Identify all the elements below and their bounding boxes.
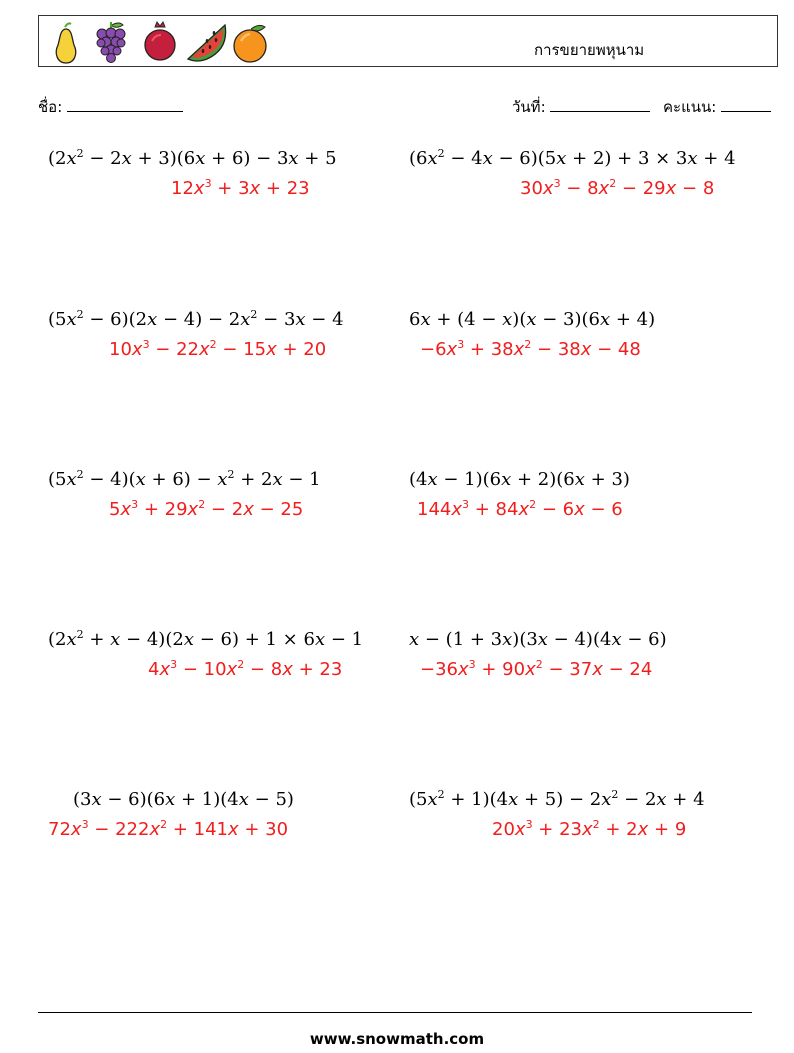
name-line [67, 97, 183, 112]
problem-question: $(5x^2 - 6)(2x - 4) - 2x^2 - 3x - 4$ [48, 308, 344, 330]
score-field [663, 95, 771, 119]
score-label: คะแนน: [663, 98, 717, 116]
orange-icon [231, 19, 271, 65]
problem-question: x − (1 + 3x)(3x − 4)(4x − 6) [409, 629, 667, 650]
problem-answer: $72x^3 - 222x^2 + 141x + 30$ [48, 818, 289, 840]
score-line [721, 97, 771, 112]
date-label: วันที่: [512, 98, 546, 116]
name-label: ชื่อ: [38, 98, 63, 116]
problem-question: $(2x^2 - 2x + 3)(6x + 6) - 3x + 5$ [48, 147, 337, 169]
footer-url: www.snowmath.com [309, 1030, 485, 1048]
footer-divider [38, 1012, 752, 1013]
problem-question: (4x − 1)(6x + 2)(6x + 3) [409, 469, 630, 490]
problem-answer: $4x^3 - 10x^2 - 8x + 23$ [148, 658, 343, 680]
problem-question: (3x − 6)(6x + 1)(4x − 5) [73, 789, 294, 810]
worksheet-title: การขยายพหุนาม [534, 41, 645, 59]
watermelon-icon [185, 19, 229, 65]
problem-question: $(5x^2 - 4)(x + 6) - x^2 + 2x - 1$ [48, 468, 321, 490]
problem-question: $(2x^2 + x - 4)(2x - 6) + 1 \times 6x - 1$ [48, 628, 364, 650]
problem-question: $(6x^2 - 4x - 6)(5x + 2) + 3 \times 3x + 4$ [409, 147, 736, 169]
date-line [550, 97, 650, 112]
problem-answer: $20x^3 + 23x^2 + 2x + 9$ [492, 818, 687, 840]
problem-question: 6x + (4 − x)(x − 3)(6x + 4) [409, 309, 656, 330]
name-field [38, 95, 183, 119]
problem-answer: $10x^3 - 22x^2 - 15x + 20$ [109, 338, 327, 360]
problem-answer: $5x^3 + 29x^2 - 2x - 25$ [109, 498, 304, 520]
problem-answer: $30x^3 - 8x^2 - 29x - 8$ [520, 177, 715, 199]
problem-answer: $-6x^3 + 38x^2 - 38x - 48$ [420, 338, 641, 360]
problem-answer: $-36x^3 + 90x^2 - 37x - 24$ [420, 658, 653, 680]
problem-answer: $144x^3 + 84x^2 - 6x - 6$ [417, 498, 623, 520]
header-box [38, 15, 778, 67]
pomegranate-icon [143, 19, 177, 65]
pear-icon [51, 19, 81, 65]
grapes-icon [93, 19, 129, 65]
date-field [512, 95, 650, 119]
problem-answer: $12x^3 + 3x + 23$ [171, 177, 310, 199]
problem-question: $(5x^2 + 1)(4x + 5) - 2x^2 - 2x + 4$ [409, 788, 705, 810]
